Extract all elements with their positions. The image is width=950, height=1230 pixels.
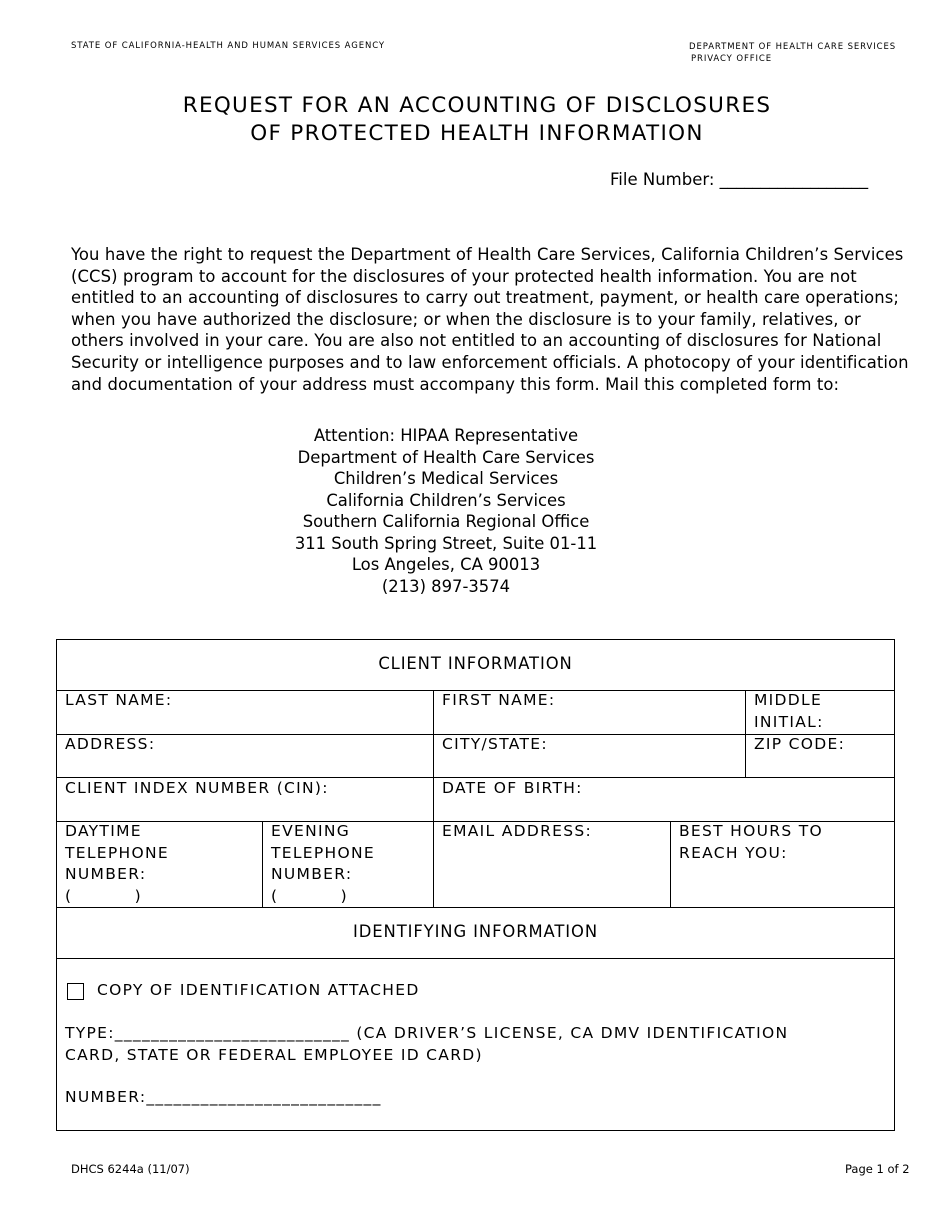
column-divider [745, 690, 746, 777]
id-type-field[interactable]: TYPE:__________________________ (CA DRIVER’S LICENSE, CA DMV IDENTIFICATION CARD, STATE OR FEDERAL EMPLOYEE ID CARD) [65, 1024, 789, 1064]
column-divider [670, 821, 671, 907]
daytime-phone-label[interactable]: DAYTIME TELEPHONE NUMBER: ( ) [65, 822, 169, 905]
address-city: Los Angeles, CA 90013 [351, 555, 541, 574]
address-office: Southern California Regional Office [302, 512, 590, 531]
middle-initial-label[interactable]: MIDDLE INITIAL: [754, 691, 824, 731]
first-name-label[interactable]: FIRST NAME: [442, 691, 556, 709]
id-number-field[interactable]: NUMBER:__________________________ [65, 1088, 382, 1106]
row-divider [57, 907, 894, 908]
last-name-label[interactable]: LAST NAME: [65, 691, 173, 709]
cin-label[interactable]: CLIENT INDEX NUMBER (CIN): [65, 779, 329, 797]
evening-phone-label[interactable]: EVENING TELEPHONE NUMBER: ( ) [271, 822, 375, 905]
zip-code-label[interactable]: ZIP CODE: [754, 735, 846, 753]
form-id: DHCS 6244a (11/07) [71, 1162, 190, 1176]
column-divider [433, 690, 434, 907]
address-phone: (213) 897-3574 [381, 576, 511, 596]
city-state-label[interactable]: CITY/STATE: [442, 735, 548, 753]
date-of-birth-label[interactable]: DATE OF BIRTH: [442, 779, 583, 797]
request-form-table [56, 639, 895, 1131]
address-label[interactable]: ADDRESS: [65, 735, 156, 753]
department-header [689, 41, 896, 65]
copy-attached-label: COPY OF IDENTIFICATION ATTACHED [97, 981, 420, 999]
email-address-label[interactable]: EMAIL ADDRESS: [442, 822, 593, 840]
title-line-2: OF PROTECTED HEALTH INFORMATION [250, 121, 704, 146]
agency-name: STATE OF CALIFORNIA-HEALTH AND HUMAN SERVICES AGENCY [71, 41, 386, 51]
address-attention: Attention: HIPAA Representative [313, 426, 579, 445]
identifying-information-title: IDENTIFYING INFORMATION [353, 922, 598, 941]
mailing-address [246, 425, 646, 597]
address-program: California Children’s Services [326, 490, 566, 510]
client-information-title: CLIENT INFORMATION [378, 654, 573, 673]
office-name: PRIVACY OFFICE [691, 54, 773, 64]
address-department: Department of Health Care Services [297, 447, 595, 467]
row-divider [57, 958, 894, 959]
best-hours-label[interactable]: BEST HOURS TO REACH YOU: [679, 822, 823, 862]
column-divider [262, 821, 263, 907]
page-title [0, 92, 950, 148]
intro-paragraph: You have the right to request the Department of Health Care Services, California Children’s Services (CCS) program to account for the disclosures of your protected health information. You are not entitled to an accounting of disclosures to carry out treatment, payment, or health care operations; when you have authorized the disclosure; or when the disclosure is to your family, relatives, or others involved in your care. You are also not entitled to an accounting of disclosures for National Security or intelligence purposes and to law enforcement officials. A photocopy of your identification and documentation of your address must accompany this form. Mail this completed form to: [71, 245, 909, 394]
page-number: Page 1 of 2 [845, 1162, 910, 1176]
department-name: DEPARTMENT OF HEALTH CARE SERVICES [689, 42, 897, 52]
address-division: Children’s Medical Services [333, 469, 559, 488]
copy-attached-checkbox[interactable] [67, 983, 84, 1000]
file-number-field[interactable]: File Number: __________________ [610, 170, 869, 189]
address-street: 311 South Spring Street, Suite 01-11 [294, 533, 598, 553]
title-line-1: REQUEST FOR AN ACCOUNTING OF DISCLOSURES [182, 93, 772, 118]
